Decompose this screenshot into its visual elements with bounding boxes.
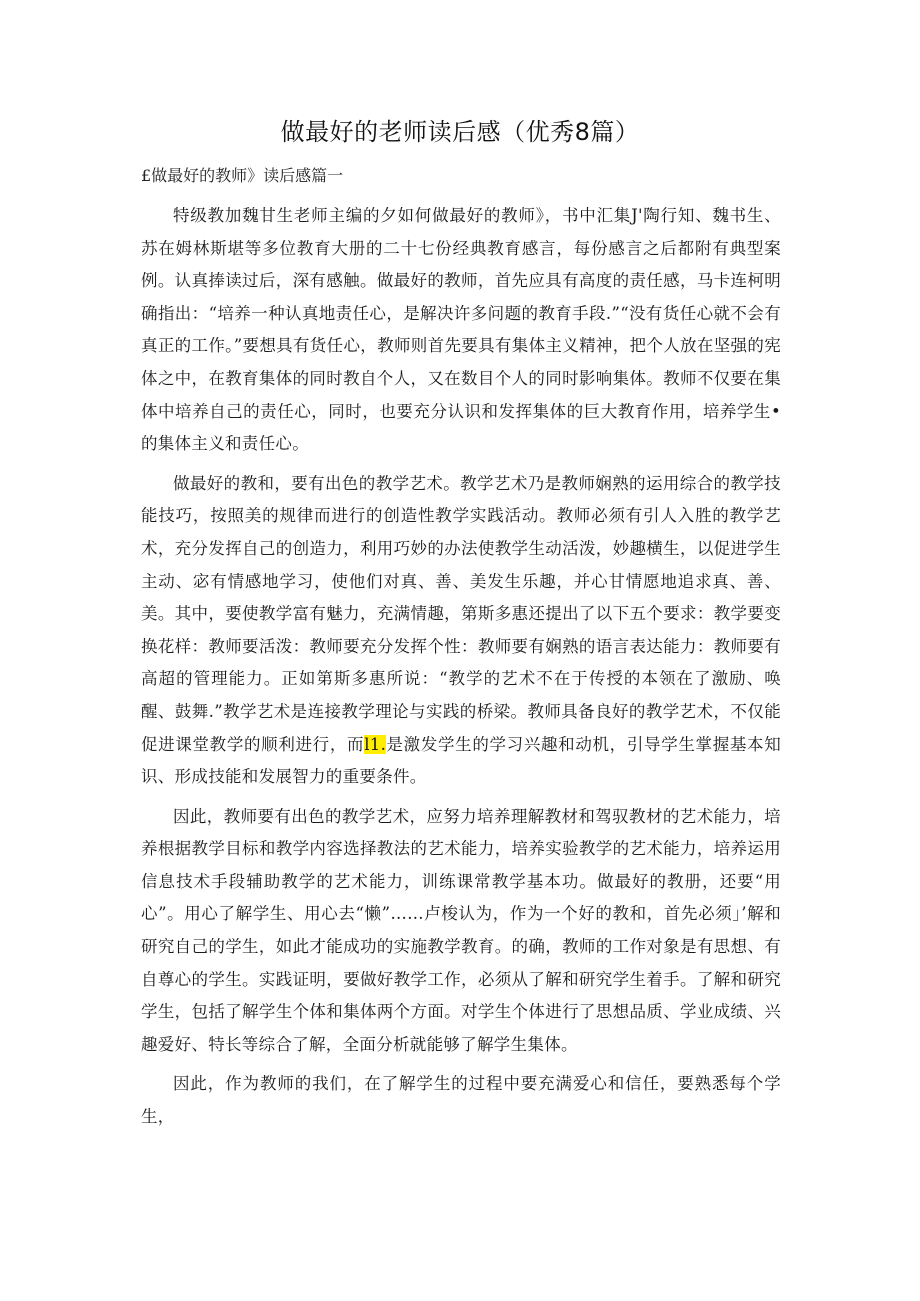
document-title: 做最好的老师读后感（优秀8篇）: [280, 118, 640, 146]
section-heading: £做最好的教师》读后感篇一: [141, 166, 344, 185]
document-body: [141, 200, 781, 1141]
paragraph-1: 特级教加魏甘生老师主编的夕如何做最好的教师》，书中汇集J'陶行知、魏书生、苏在姆林斯堪等多位教育大册的二十七份经典教育感言，每份感言之后都附有典型案例。认真捧读过后，深有感触。做最好的教师，首先应具有高度的责任感，马卡连柯明确指出：“培养一种认真地责任心，是解决许多问题的教育手段.”“没有货任心就不会有真正的工作。”要想具有货任心，教师则首先要具有集体主义精神，把个人放在坚强的宪体之中，在教育集体的同时教自个人，又在数目个人的同时影响集体。教师不仅要在集体中培养自己的责任心，同时，也要充分认识和发挥集体的巨大教育作用，培养学生•的集体主义和责任心。: [141, 206, 781, 454]
paragraph-3: 因此，教师要有出色的教学艺术，应努力培养理解教材和驾驭教材的艺术能力，培养根据教学目标和教学内容选择教法的艺术能力，培养实验教学的艺术能力，培养运用信息技术手段辅助教学的艺术能力，训练课常教学基本功。做最好的教册，还要“用心”。用心了解学生、用心去“懒”……卢梭认为，作为一个好的教和，首先必须」’解和研究自己的学生，如此才能成功的实施教学教育。的确，教师的工作对象是有思想、有自尊心的学生。实践证明，要做好教学工作，必须从了解和研究学生着手。了解和研究学生，包括了解学生个体和集体两个方面。对学生个体进行了思想品质、学业成绩、兴趣爱好、特长等综合了解，全面分析就能够了解学生集体。: [141, 806, 781, 1054]
paragraph-2-text-before: 做最好的教和，要有出色的教学艺术。教学艺术乃是教师娴熟的运用综合的教学技能技巧，按照美的规律而进行的创造性教学实践活动。教师必须有引人入胜的教学艺术，充分发挥自己的创造力，利用巧妙的办法使教学生动活泼，妙趣横生，以促进学生主动、宓有情感地学习，使他们对真、善、美发生乐趣，并心甘情愿地追求真、善、美。其中，要使教学富有魅力，充满情趣，第斯多惠还提出了以下五个要求：教学要变换花样：教师要活泼：教师要充分发挥个性：教师要有娴熟的语言表达能力：教师要有高超的管理能力。正如第斯多惠所说：“教学的艺术不在于传授的本领在了激励、唤醒、鼓舞.”教学艺术是连接教学理论与实践的桥梁。教师具备良好的教学艺术，不仅能促进课堂教学的顺利进行，而: [141, 473, 781, 754]
paragraph-2: [141, 468, 781, 794]
highlighted-text: l1.: [364, 734, 387, 754]
paragraph-4: 因此，作为教师的我们，在了解学生的过程中要充满爱心和信任，要熟悉每个学生，: [141, 1074, 781, 1127]
paragraph-2-text-after: 是激发学生的学习兴趣和动机，引导学生掌握基本知识、形成技能和发展智力的重要条件。: [141, 734, 782, 787]
